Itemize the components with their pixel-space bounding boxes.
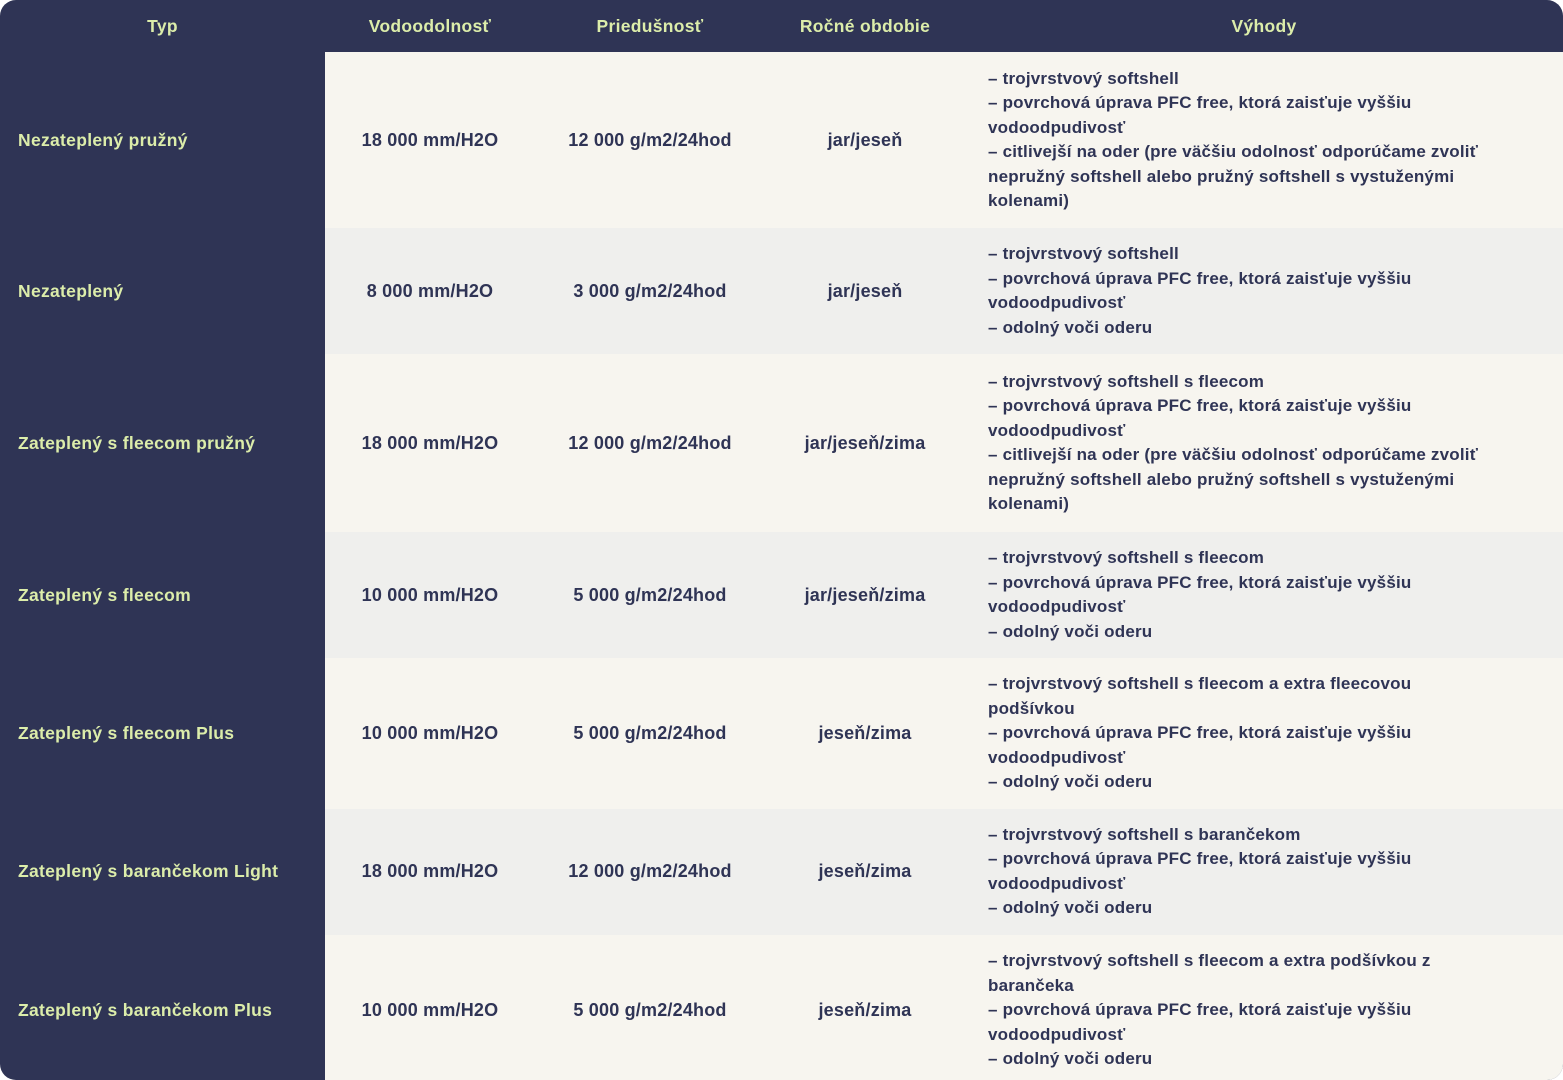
breathability-value: 5 000 g/m2/24hod <box>573 584 727 605</box>
column-header-rocne-obdobie: Ročné obdobie <box>799 15 931 36</box>
waterproofness-value: 18 000 mm/H2O <box>361 861 499 881</box>
season-value: jar/jeseň <box>827 280 903 301</box>
waterproofness-cell <box>325 354 535 532</box>
season-cell <box>765 228 965 354</box>
advantage-item: – povrchová úprava PFC free, ktorá zaisťuje vyššiu vodoodpudivosť <box>988 93 1412 137</box>
advantage-item: – odolný voči oderu <box>988 772 1153 791</box>
column-header-typ: Typ <box>147 15 178 36</box>
breathability-cell <box>535 354 765 532</box>
waterproofness-cell <box>325 809 535 935</box>
advantage-item: – povrchová úprava PFC free, ktorá zaisťuje vyššiu vodoodpudivosť <box>988 1000 1412 1044</box>
type-label: Zateplený s fleecom pružný <box>18 432 256 453</box>
breathability-value: 5 000 g/m2/24hod <box>573 722 727 743</box>
advantage-item: – odolný voči oderu <box>988 317 1153 337</box>
advantage-item: – odolný voči oderu <box>988 621 1153 641</box>
column-header-priedusnost: Priedušnosť <box>596 15 704 36</box>
advantages-cell <box>965 658 1563 809</box>
table-row <box>0 52 1563 228</box>
waterproofness-value: 10 000 mm/H2O <box>361 1000 499 1020</box>
breathability-cell <box>535 52 765 228</box>
waterproofness-cell <box>325 935 535 1080</box>
season-value: jeseň/zima <box>818 861 912 881</box>
advantages-cell <box>965 809 1563 935</box>
advantage-item: – trojvrstvový softshell s fleecom a extra fleecovou podšívkou <box>988 674 1412 718</box>
season-value: jar/jeseň/zima <box>804 432 926 453</box>
waterproofness-cell <box>325 532 535 658</box>
breathability-cell <box>535 809 765 935</box>
season-value: jar/jeseň/zima <box>804 584 926 605</box>
advantages-cell <box>965 935 1563 1080</box>
advantage-item: – povrchová úprava PFC free, ktorá zaisťuje vyššiu vodoodpudivosť <box>988 723 1412 767</box>
waterproofness-cell <box>325 52 535 228</box>
advantage-item: – trojvrstvový softshell s barančekom <box>988 824 1301 844</box>
season-cell <box>765 354 965 532</box>
season-value: jeseň/zima <box>818 1000 912 1020</box>
column-header-vodoodolnost: Vodoodolnosť <box>368 15 492 36</box>
season-cell <box>765 809 965 935</box>
season-value: jeseň/zima <box>818 722 912 743</box>
type-cell <box>0 228 325 354</box>
breathability-value: 3 000 g/m2/24hod <box>573 280 727 301</box>
advantage-item: – povrchová úprava PFC free, ktorá zaisťuje vyššiu vodoodpudivosť <box>988 572 1412 616</box>
type-cell <box>0 658 325 809</box>
breathability-cell <box>535 658 765 809</box>
advantage-item: – trojvrstvový softshell s fleecom <box>988 371 1265 391</box>
waterproofness-value: 8 000 mm/H2O <box>366 280 494 301</box>
type-label: Zateplený s barančekom Plus <box>18 1000 273 1020</box>
advantage-item: – trojvrstvový softshell <box>988 244 1179 263</box>
waterproofness-cell <box>325 658 535 809</box>
advantages-cell <box>965 532 1563 658</box>
advantage-item: – citlivejší na oder (pre väčšiu odolnosť odporúčame zvoliť nepružný softshell alebo pružný softshell s vystuženými kolenami) <box>988 445 1479 513</box>
advantage-item: – trojvrstvový softshell s fleecom <box>988 548 1265 567</box>
breathability-value: 12 000 g/m2/24hod <box>568 861 732 881</box>
advantage-item: – povrchová úprava PFC free, ktorá zaisťuje vyššiu vodoodpudivosť <box>988 849 1412 893</box>
table-row <box>0 354 1563 532</box>
type-cell <box>0 52 325 228</box>
table-header-row <box>0 0 1563 52</box>
waterproofness-value: 18 000 mm/H2O <box>361 129 499 150</box>
breathability-value: 12 000 g/m2/24hod <box>568 432 732 453</box>
advantage-item: – trojvrstvový softshell <box>988 68 1179 88</box>
table-row <box>0 809 1563 935</box>
type-label: Nezateplený <box>18 280 124 301</box>
column-header-vyhody: Výhody <box>1231 15 1297 36</box>
waterproofness-value: 18 000 mm/H2O <box>361 432 499 453</box>
breathability-value: 5 000 g/m2/24hod <box>573 1000 727 1020</box>
breathability-value: 12 000 g/m2/24hod <box>568 129 732 150</box>
season-value: jar/jeseň <box>827 129 903 150</box>
type-cell <box>0 809 325 935</box>
table-row <box>0 658 1563 809</box>
advantage-item: – odolný voči oderu <box>988 898 1153 917</box>
type-cell <box>0 935 325 1080</box>
advantage-item: – povrchová úprava PFC free, ktorá zaisťuje vyššiu vodoodpudivosť <box>988 396 1412 440</box>
table-row <box>0 532 1563 658</box>
table-row <box>0 935 1563 1080</box>
season-cell <box>765 658 965 809</box>
advantage-item: – citlivejší na oder (pre väčšiu odolnosť odporúčame zvoliť nepružný softshell alebo pružný softshell s vystuženými kolenami) <box>988 142 1479 210</box>
table-row <box>0 228 1563 354</box>
advantages-cell <box>965 354 1563 532</box>
advantages-cell <box>965 52 1563 228</box>
season-cell <box>765 935 965 1080</box>
waterproofness-cell <box>325 228 535 354</box>
waterproofness-value: 10 000 mm/H2O <box>361 584 499 605</box>
waterproofness-value: 10 000 mm/H2O <box>361 722 499 743</box>
season-cell <box>765 532 965 658</box>
type-label: Zateplený s fleecom Plus <box>18 722 235 743</box>
type-cell <box>0 354 325 532</box>
advantage-item: – povrchová úprava PFC free, ktorá zaisťuje vyššiu vodoodpudivosť <box>988 268 1412 312</box>
breathability-cell <box>535 935 765 1080</box>
season-cell <box>765 52 965 228</box>
advantage-item: – trojvrstvový softshell s fleecom a extra podšívkou z barančeka <box>988 951 1431 995</box>
breathability-cell <box>535 532 765 658</box>
advantages-cell <box>965 228 1563 354</box>
type-label: Zateplený s barančekom Light <box>18 861 279 881</box>
type-cell <box>0 532 325 658</box>
table-body <box>0 52 1563 1080</box>
type-label: Zateplený s fleecom <box>18 584 191 605</box>
advantage-item: – odolný voči oderu <box>988 1049 1153 1069</box>
type-label: Nezateplený pružný <box>18 129 188 150</box>
breathability-cell <box>535 228 765 354</box>
